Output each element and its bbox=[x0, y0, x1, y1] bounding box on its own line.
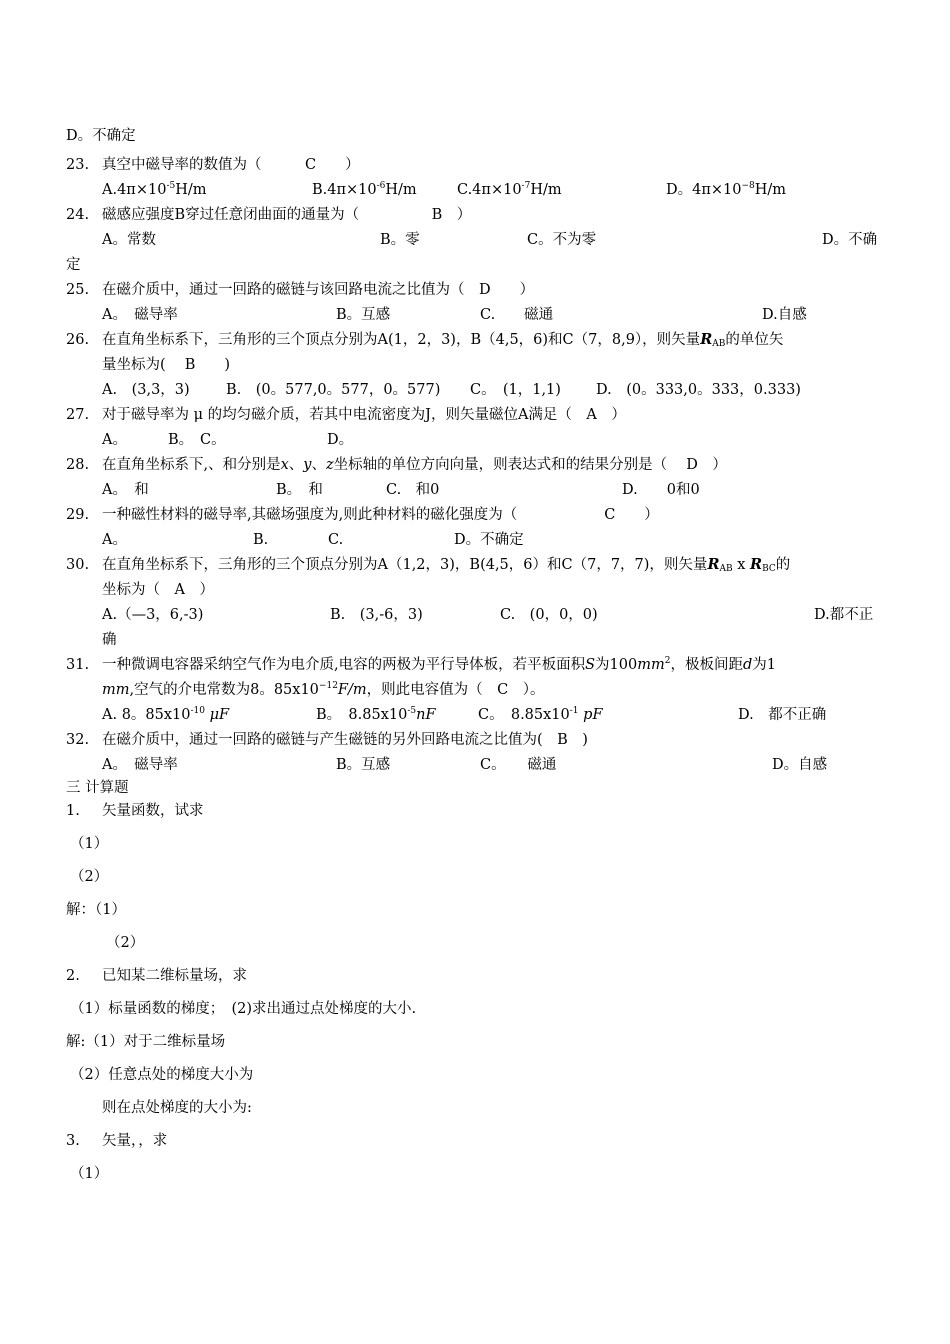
q32-option-d: D。自感 bbox=[772, 757, 828, 773]
q28-option-b: B。 和 bbox=[276, 482, 323, 498]
q32-option-b: B。互感 bbox=[336, 757, 391, 773]
q31-number: 31. bbox=[66, 657, 90, 673]
q25-option-b: B。互感 bbox=[336, 307, 391, 323]
calc1-part1: （1） bbox=[70, 836, 109, 852]
q31-stem: 一种微调电容器采纳空气作为电介质,电容的两极为平行导体板，若平板面积S为$100mm^2$，极板间距d为1 bbox=[102, 656, 776, 673]
q29-option-b: B. bbox=[253, 532, 269, 548]
q30-stem-line2: 坐标为（ A ） bbox=[102, 582, 214, 598]
q23-option-d: D。$4\pi\times 10^{-8}H/m$ bbox=[666, 181, 787, 198]
q32-stem: 在磁介质中，通过一回路的磁链与产生磁链的另外回路电流之比值为( B ) bbox=[102, 732, 588, 748]
q24-option-d: D。不确 bbox=[822, 232, 878, 248]
calc2-solution-part3: 则在点处梯度的大小为: bbox=[102, 1100, 252, 1116]
q24-option-c: C。不为零 bbox=[527, 232, 597, 248]
q24-option-d-wrap: 定 bbox=[66, 257, 81, 273]
q30-stem: 在直角坐标系下，三角形的三个顶点分别为A（1,2，3)，B(4,5，6）和C（7，7，7)，则矢量$R_{AB}$ x $R_{BC}$的 bbox=[102, 556, 791, 574]
q29-option-c: C. bbox=[328, 532, 344, 548]
q26-option-b: B. (0。577,0。577，0。577) bbox=[226, 382, 441, 398]
q31-option-c: C。 $8.85x10^{-1}$ pF bbox=[478, 706, 603, 723]
q31-stem-line2: mm,空气的介电常数为8。$85x10^{-12}F/m$，则此电容值为（ C ）。 bbox=[102, 681, 545, 698]
calc3-part1: （1） bbox=[70, 1166, 109, 1182]
q31-option-a: A. 8。$85x10^{-10}$ μF bbox=[102, 706, 230, 723]
q30-option-d-wrap: 确 bbox=[102, 632, 117, 648]
calc2-number: 2. bbox=[66, 968, 80, 984]
q26-option-d: D. (0。333,0。333，0.333) bbox=[596, 382, 801, 398]
q29-number: 29. bbox=[66, 507, 90, 523]
q23-option-a: $A.4\pi\times 10^{-5}H/m$ bbox=[102, 181, 207, 198]
q32-option-c: C。 磁通 bbox=[480, 757, 557, 773]
q24-option-b: B。零 bbox=[380, 232, 420, 248]
q27-option-a: A。 bbox=[102, 432, 127, 448]
q25-option-a: A。 磁导率 bbox=[102, 307, 178, 323]
q31-option-b: B。 $8.85x10^{-5}nF$ bbox=[316, 706, 436, 723]
top-line: D。不确定 bbox=[66, 128, 136, 144]
q30-option-c: C. (0，0，0) bbox=[500, 607, 598, 623]
q24-number: 24. bbox=[66, 207, 90, 223]
q25-number: 25. bbox=[66, 282, 90, 298]
q26-option-c: C。 (1，1,1) bbox=[470, 382, 561, 398]
q31-option-d: D. 都不正确 bbox=[738, 707, 827, 723]
q30-number: 30. bbox=[66, 557, 90, 573]
q23-option-c: $C.4\pi\times 10^{-7}H/m$ bbox=[457, 181, 562, 198]
section-heading: 三 计算题 bbox=[66, 780, 129, 796]
q30-option-a: A.（—3，6,-3) bbox=[102, 607, 204, 623]
q27-option-d: D。 bbox=[327, 432, 354, 448]
calc2-solution: 解:（1）对于二维标量场 bbox=[66, 1034, 226, 1050]
q26-stem: 在直角坐标系下，三角形的三个顶点分别为A(1，2，3)，B（4,5，6)和C（7，8,9），则矢量$R_{AB}$的单位矢 bbox=[102, 331, 784, 349]
q27-option-c: C。 bbox=[200, 432, 226, 448]
q30-option-b: B. (3,-6，3) bbox=[330, 607, 423, 623]
q28-number: 28. bbox=[66, 457, 90, 473]
q25-stem: 在磁介质中，通过一回路的磁链与该回路电流之比值为（ D ） bbox=[102, 282, 535, 298]
q27-option-b: B。 bbox=[168, 432, 194, 448]
calc2-stem: 已知某二维标量场，求 bbox=[102, 968, 247, 984]
q28-stem: 在直角坐标系下,、和分别是x、y、z坐标轴的单位方向向量，则表达式和的结果分别是（ D ） bbox=[102, 457, 727, 473]
q27-stem: 对于磁导率为 μ 的均匀磁介质，若其中电流密度为J，则矢量磁位A满足（ A ） bbox=[102, 407, 626, 423]
q25-option-d: D.自感 bbox=[762, 307, 807, 323]
calc3-number: 3. bbox=[66, 1133, 80, 1149]
q28-option-c: C. 和0 bbox=[386, 482, 440, 498]
q25-option-c: C. 磁通 bbox=[480, 307, 554, 323]
calc1-stem: 矢量函数，试求 bbox=[102, 803, 204, 819]
q24-option-a: A。常数 bbox=[102, 232, 156, 248]
q30-option-d: D.都不正 bbox=[814, 607, 874, 623]
q26-number: 26. bbox=[66, 332, 90, 348]
calc1-part2: （2） bbox=[70, 869, 109, 885]
calc1-solution-part2: （2） bbox=[106, 935, 145, 951]
q28-option-d: D. 0和0 bbox=[622, 482, 700, 498]
q23-option-b: $B.4\pi\times 10^{-6}H/m$ bbox=[312, 181, 417, 198]
calc2-solution-part2: （2）任意点处的梯度大小为 bbox=[70, 1067, 254, 1083]
q27-number: 27. bbox=[66, 407, 90, 423]
q29-option-a: A。 bbox=[102, 532, 127, 548]
q26-option-a: A. (3,3，3) bbox=[102, 382, 190, 398]
q32-number: 32. bbox=[66, 732, 90, 748]
calc2-parts: （1）标量函数的梯度； (2)求出通过点处梯度的大小. bbox=[70, 1001, 417, 1017]
q29-stem: 一种磁性材料的磁导率,其磁场强度为,则此种材料的磁化强度为（ C ） bbox=[102, 507, 659, 523]
q23-stem: 真空中磁导率的数值为（ C ） bbox=[102, 157, 360, 173]
q26-stem-line2: 量坐标为( B ) bbox=[102, 357, 231, 373]
q28-option-a: A。 和 bbox=[102, 482, 149, 498]
calc3-stem: 矢量，，求 bbox=[102, 1133, 168, 1149]
q29-option-d: D。不确定 bbox=[454, 532, 524, 548]
calc1-number: 1. bbox=[66, 803, 80, 819]
q32-option-a: A。 磁导率 bbox=[102, 757, 178, 773]
calc1-solution: 解：（1） bbox=[66, 902, 126, 918]
q24-stem: 磁感应强度B穿过任意闭曲面的通量为（ B ） bbox=[102, 207, 472, 223]
q23-number: 23. bbox=[66, 157, 90, 173]
